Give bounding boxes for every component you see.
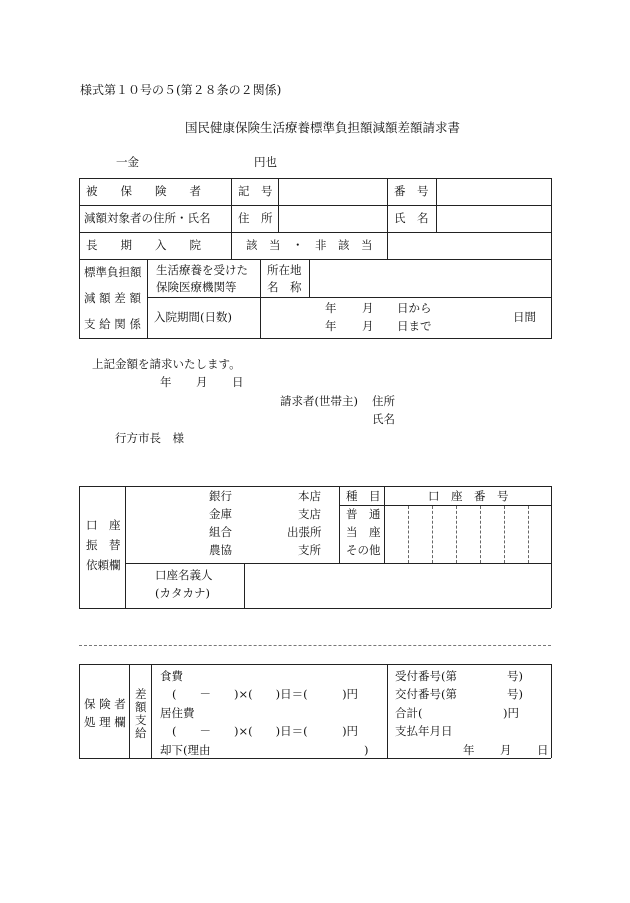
rejection-close: ) (364, 743, 369, 757)
to-day: 日まで (397, 319, 432, 333)
payment-day: 日 (537, 743, 549, 757)
cut-line (79, 645, 551, 646)
request-text: 上記金額を請求いたします。 (92, 357, 241, 371)
kind-other[interactable]: その他 (346, 543, 381, 557)
claimant-name-label: 氏名 (372, 412, 395, 426)
branch-type-sub[interactable]: 支所 (298, 543, 321, 557)
receipt-number-suffix: 号) (507, 669, 523, 683)
address-label: 住 所 (238, 211, 273, 225)
addressee: 行方市長 様 (115, 431, 184, 445)
target-person-label: 減額対象者の住所・氏名 (84, 211, 211, 225)
from-month: 月 (362, 301, 374, 315)
reduction-diff-label: 減 額 差 額 (84, 291, 141, 305)
diff-payment-char-2: 額 (135, 700, 147, 714)
days-label: 日間 (513, 310, 536, 324)
account-transfer-label-2: 振 替 (86, 538, 121, 552)
claimant-label: 請求者(世帯主) (280, 394, 358, 408)
bank-type-bank[interactable]: 銀行 (209, 489, 232, 503)
standard-burden-label: 標準負担額 (84, 265, 142, 279)
diff-payment-char-3: 支 (135, 713, 147, 727)
amount-prefix: 一金 (116, 155, 139, 169)
payment-relation-label: 支 給 関 係 (84, 317, 141, 331)
period-label: 入院期間(日数) (154, 310, 232, 324)
payment-month: 月 (500, 743, 512, 757)
residence-cost-label: 居住費 (160, 706, 195, 720)
address-field[interactable] (279, 206, 386, 231)
account-transfer-label-3: 依頼欄 (86, 558, 121, 572)
total-label: 合計( (395, 706, 423, 720)
number-label: 番 号 (394, 184, 429, 198)
long-term-label: 長 期 入 院 (86, 238, 201, 252)
to-month: 月 (362, 319, 374, 333)
account-number-header: 口 座 番 号 (428, 489, 509, 503)
applicable-choice[interactable]: 該 当 ・ 非 該 当 (246, 238, 373, 252)
to-year: 年 (325, 319, 337, 333)
request-month: 月 (196, 375, 208, 389)
bank-type-nokyo[interactable]: 農協 (209, 543, 232, 557)
insurer-label-2: 処 理 欄 (84, 715, 126, 729)
account-holder-kana-label: (カタカナ) (155, 586, 210, 600)
name-label: 氏 名 (394, 211, 429, 225)
insurer-label-1: 保 険 者 (84, 697, 126, 711)
payment-year: 年 (463, 743, 475, 757)
kind-current[interactable]: 当 座 (346, 525, 381, 539)
issue-number-suffix: 号) (507, 687, 523, 701)
institution-name-label: 名 称 (267, 280, 302, 294)
account-holder-label: 口座名義人 (155, 568, 213, 582)
number-field[interactable] (437, 179, 550, 204)
form-number: 様式第１０号の５(第２８条の２関係) (80, 83, 282, 97)
institution-label-1: 生活療養を受けた (156, 263, 248, 277)
form-title: 国民健康保険生活療養標準負担額減額差額請求書 (185, 120, 461, 135)
diff-payment-char-4: 給 (135, 726, 147, 740)
amount-suffix: 円也 (254, 155, 277, 169)
diff-payment-char-1: 差 (135, 687, 147, 701)
account-transfer-label-1: 口 座 (86, 518, 121, 532)
location-label: 所在地 (267, 263, 302, 277)
symbol-label: 記 号 (238, 184, 273, 198)
food-cost-label: 食費 (160, 669, 183, 683)
payment-date-label: 支払年月日 (395, 724, 453, 738)
bank-type-shinkin[interactable]: 金庫 (209, 507, 232, 521)
total-yen: )円 (503, 706, 519, 720)
claimant-address-label: 住所 (372, 394, 395, 408)
residence-cost-calc: ( － )×( )日＝( )円 (172, 724, 359, 738)
from-day: 日から (397, 301, 432, 315)
issue-number-label: 交付番号(第 (395, 687, 457, 701)
name-field[interactable] (437, 206, 550, 231)
request-year: 年 (160, 375, 172, 389)
account-holder-field[interactable] (245, 564, 550, 607)
food-cost-calc: ( － )×( )日＝( )円 (172, 687, 359, 701)
receipt-number-label: 受付番号(第 (395, 669, 457, 683)
branch-type-head[interactable]: 本店 (298, 489, 321, 503)
institution-field[interactable] (310, 260, 550, 296)
branch-type-office[interactable]: 出張所 (287, 525, 322, 539)
insured-label: 被 保 険 者 (86, 184, 201, 198)
request-day: 日 (232, 375, 244, 389)
rejection-label: 却下(理由 (160, 743, 211, 757)
from-year: 年 (325, 301, 337, 315)
bank-type-kumiai[interactable]: 組合 (209, 525, 232, 539)
symbol-field[interactable] (279, 179, 386, 204)
kind-ordinary[interactable]: 普 通 (346, 507, 381, 521)
institution-label-2: 保険医療機関等 (156, 280, 237, 294)
branch-type-branch[interactable]: 支店 (298, 507, 321, 521)
account-kind-header: 種 目 (346, 489, 381, 503)
